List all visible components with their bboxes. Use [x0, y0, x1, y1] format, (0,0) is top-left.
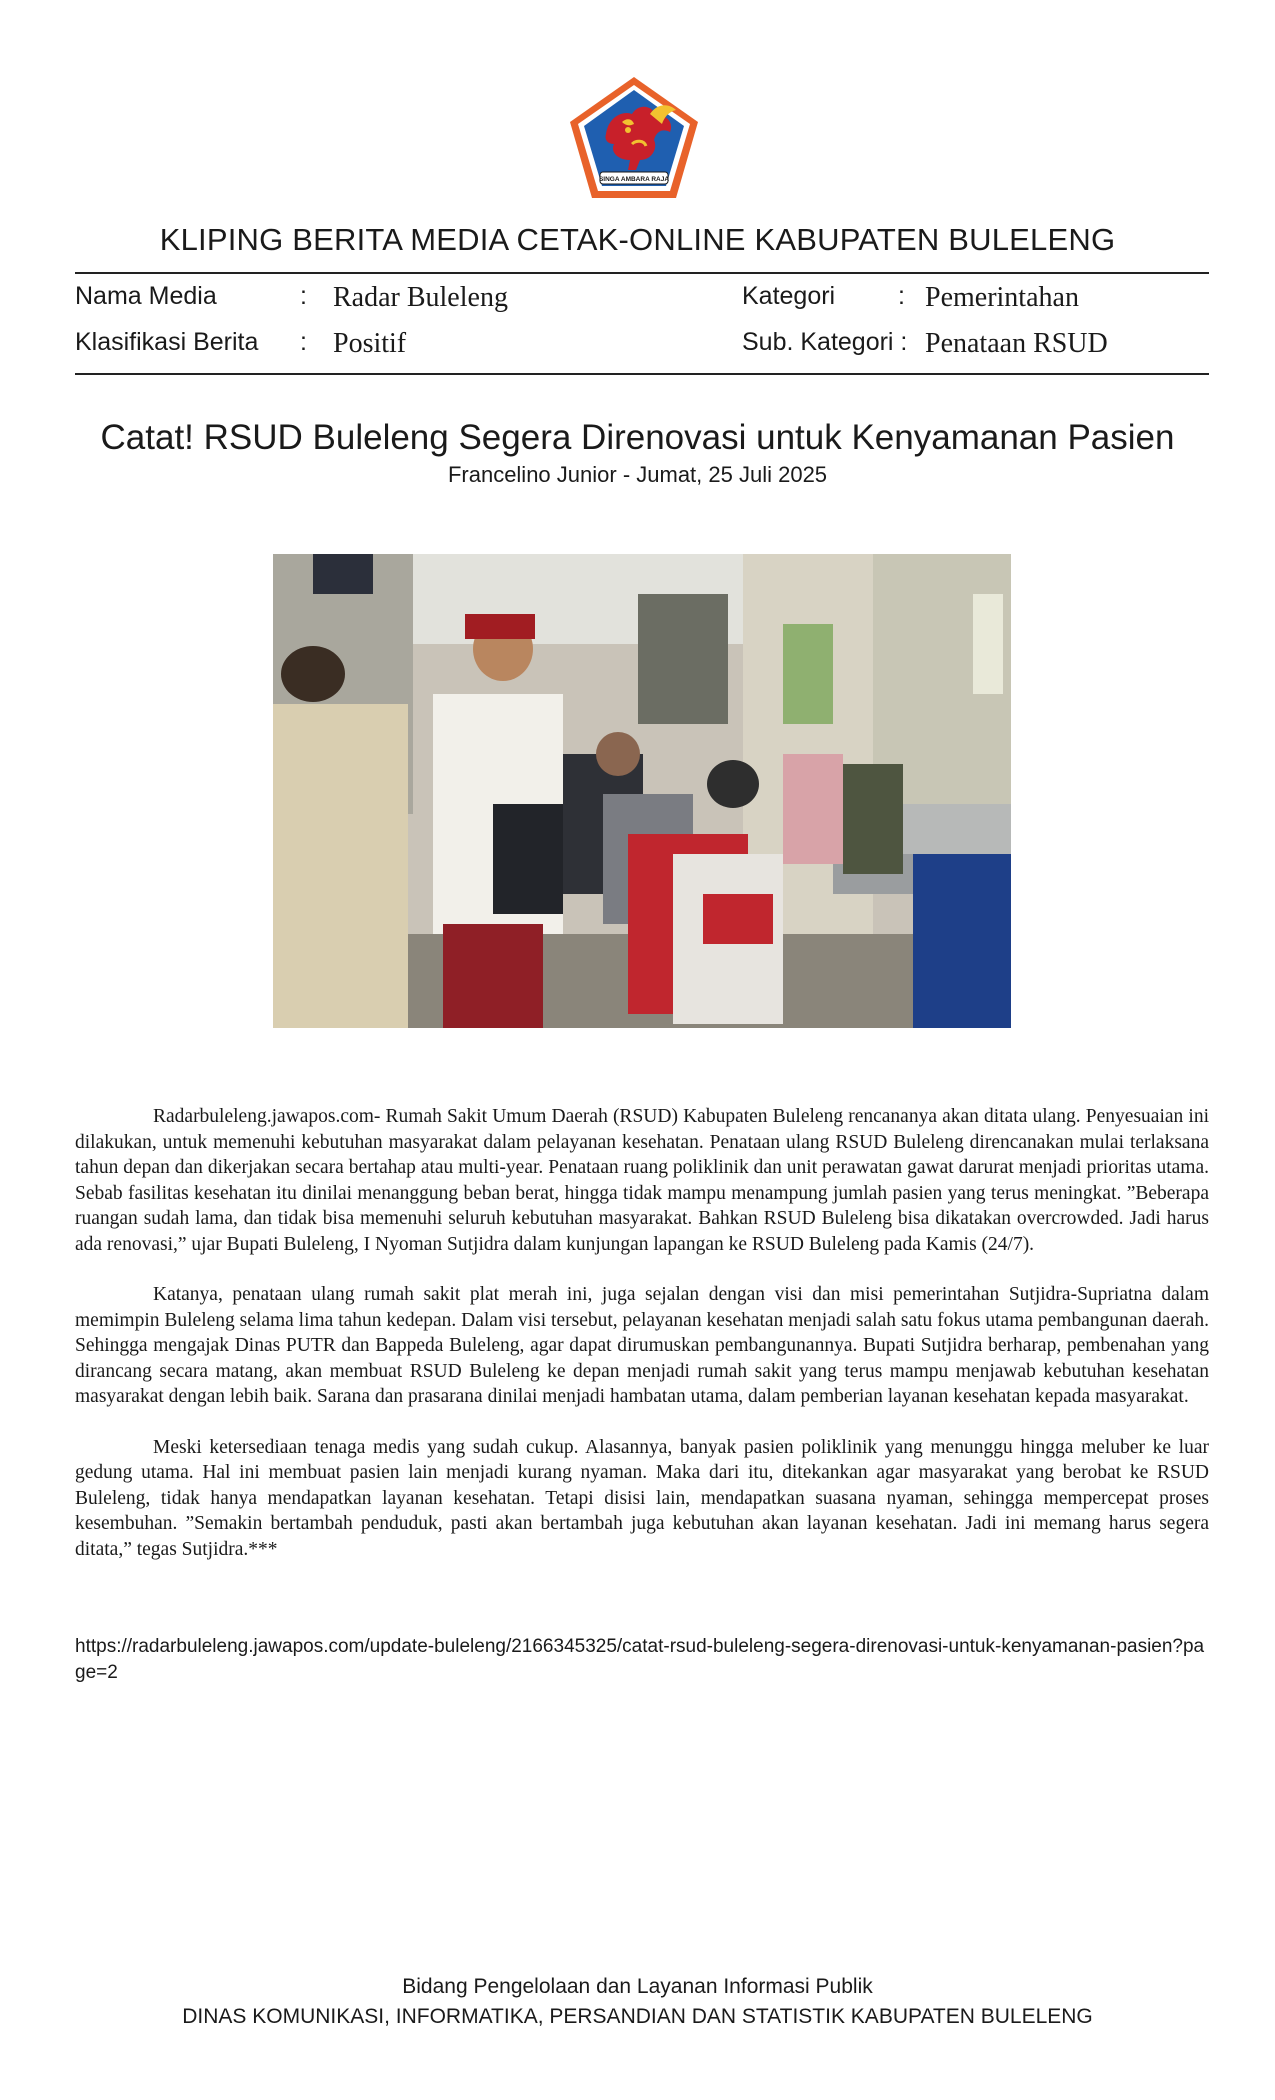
clipping-header-title: KLIPING BERITA MEDIA CETAK-ONLINE KABUPATEN BULELENG: [159, 222, 1116, 257]
klasifikasi-value: Positif: [333, 328, 407, 359]
article-title: Catat! RSUD Buleleng Segera Direnovasi untuk Kenyamanan Pasien: [100, 418, 1175, 457]
article-body: [75, 1104, 1209, 1587]
media-colon: :: [300, 282, 307, 310]
source-link[interactable]: https://radarbuleleng.jawapos.com/update-buleleng/2166345325/catat-rsud-buleleng-segera-direnovasi-untuk-kenyamanan-pasien?page=2: [75, 1636, 1205, 1683]
subkategori-label: Sub. Kategori :: [742, 328, 908, 356]
article-paragraph-3: Meski ketersediaan tenaga medis yang sudah cukup. Alasannya, banyak pasien poliklinik yang menunggu hingga meluber ke luar gedung utama. Hal ini membuat pasien lain menjadi kurang nyaman. Maka dari itu, ditekankan agar masyarakat yang berobat ke RSUD Buleleng, tidak hanya mendapatkan layanan kesehatan. Tetapi disisi lain, mendapatkan suasana nyaman, sehingga mempercepat proses kesembuhan. ”Semakin bertambah penduduk, pasti akan bertambah juga kebutuhan akan layanan kesehatan. Jadi ini memang harus segera ditata,” tegas Sutjidra.***: [75, 1436, 1209, 1560]
subkategori-value: Penataan RSUD: [925, 328, 1108, 359]
footer-division: Bidang Pengelolaan dan Layanan Informasi Publik: [402, 1975, 873, 1998]
top-divider: [75, 272, 1209, 274]
footer-agency: DINAS KOMUNIKASI, INFORMATIKA, PERSANDIAN DAN STATISTIK KABUPATEN BULELENG: [182, 2005, 1093, 2028]
article-paragraph-1: Radarbuleleng.jawapos.com- Rumah Sakit Umum Daerah (RSUD) Kabupaten Buleleng rencananya akan ditata ulang. Penyesuaian ini dilakukan, untuk memenuhi kebutuhan masyarakat dalam pelayanan kesehatan. Penataan ulang RSUD Buleleng direncanakan mulai terlaksana tahun depan dan dikerjakan secara bertahap atau multi-year. Penataan ruang poliklinik dan unit perawatan gawat darurat menjadi prioritas utama. Sebab fasilitas kesehatan itu dinilai menanggung beban berat, hingga tidak mampu menampung jumlah pasien yang terus meningkat. ”Beberapa ruangan sudah lama, dan tidak bisa memenuhi seluruh kebutuhan masyarakat. Bahkan RSUD Buleleng bisa dikatakan overcrowded. Jadi harus ada renovasi,” ujar Bupati Buleleng, I Nyoman Sutjidra dalam kunjungan lapangan ke RSUD Buleleng pada Kamis (24/7).: [75, 1106, 1209, 1255]
media-label: Nama Media: [75, 282, 217, 310]
klasifikasi-label: Klasifikasi Berita: [75, 328, 259, 356]
bottom-divider: [75, 373, 1209, 375]
kategori-value: Pemerintahan: [925, 282, 1079, 313]
kategori-label: Kategori: [742, 282, 836, 310]
kategori-colon: :: [898, 282, 905, 310]
article-byline: Francelino Junior - Jumat, 25 Juli 2025: [447, 462, 828, 487]
article-paragraph-2: Katanya, penataan ulang rumah sakit plat merah ini, juga sejalan dengan visi dan misi pemerintahan Sutjidra-Supriatna dalam memimpin Buleleng selama lima tahun kedepan. Dalam visi tersebut, pelayanan kesehatan menjadi salah satu fokus utama pembangunan daerah. Sehingga mengajak Dinas PUTR dan Bappeda Buleleng, agar dapat dirumuskan pembangunannya. Bupati Sutjidra berharap, pembenahan yang dirancang secara matang, akan membuat RSUD Buleleng ke depan menjadi rumah sakit yang terus mampu menjawab kebutuhan kesehatan masyarakat dengan lebih baik. Sarana dan prasarana dinilai menjadi hambatan utama, dalam pemberian layanan kesehatan kepada masyarakat.: [75, 1284, 1209, 1407]
article-photo: [273, 554, 1011, 1028]
buleleng-crest-logo: [566, 74, 702, 202]
logo-motto: SINGA AMBARA RAJA: [598, 176, 670, 183]
media-value: Radar Buleleng: [333, 282, 508, 313]
klasifikasi-colon: :: [300, 328, 307, 356]
